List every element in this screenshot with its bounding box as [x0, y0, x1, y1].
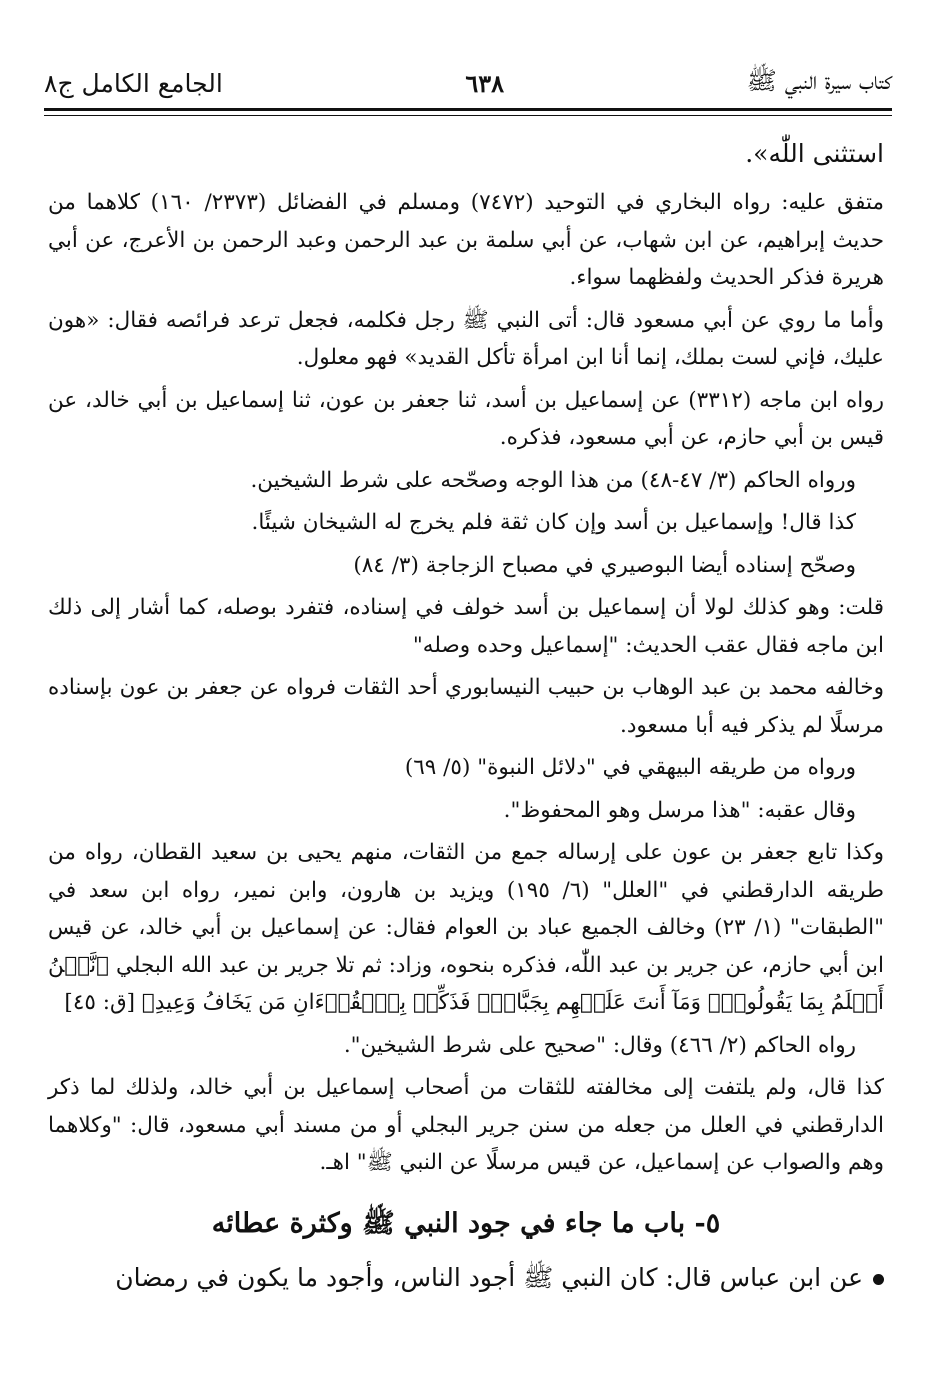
paragraph-kadha-qal: كذا قال! وإسماعيل بن أسد وإن كان ثقة فلم يخرج له الشيخان شيئًا.: [251, 510, 856, 535]
paragraph-daraqutni: كذا قال، ولم يلتفت إلى مخالفته للثقات من أصحاب إسماعيل بن أبي خالد، ولذلك لما ذكر الدارقطني في العلل من جعله من سنن جرير البجلي أو من مسند أبي مسعود، قال: "وكلاهما وهم والصواب عن إسماعيل، عن قيس مرسلًا عن النبي ﷺ" اهـ.: [48, 1075, 884, 1175]
paragraph-qala-aqibahu: وقال عقبه: "هذا مرسل وهو المحفوظ".: [503, 797, 856, 823]
header-book-title: كتاب سيرة النبي ﷺ: [746, 65, 892, 95]
page-body: [48, 128, 884, 1356]
paragraph-bayhaqi: ورواه من طريقه البيهقي في "دلائل النبوة" (٥/ ٦٩): [404, 755, 856, 780]
paragraph-khalafahu: وخالفه محمد بن عبد الوهاب بن حبيب النيسابوري أحد الثقات فرواه عن جعفر بن عون بإسناده مرسلًا لم يذكر فيه أبا مسعود.: [48, 675, 884, 738]
paragraph-qultu: قلت: وهو كذلك لولا أن إسماعيل بن أسد خولف في إسناده، فتفرد بوصله، كما أشار إلى ذلك ابن ماجه فقال عقب الحديث: "إسماعيل وحده وصله": [48, 595, 884, 658]
paragraph-hakim-2: رواه الحاكم (٢/ ٤٦٦) وقال: "صحيح على شرط الشيخين".: [343, 1032, 856, 1058]
paragraph-hakim: ورواه الحاكم (٣/ ٤٧-٤٨) من هذا الوجه وصحّحه على شرط الشيخين.: [250, 467, 856, 493]
header-volume-title: الجامع الكامل ج٨: [44, 68, 223, 98]
paragraph-opening: استثنى اللّٰه».: [745, 139, 884, 168]
running-header: [44, 58, 892, 108]
chapter-heading: ٥- باب ما جاء في جود النبي ﷺ وكثرة عطائه: [211, 1207, 721, 1239]
bullet-paragraph: [48, 1258, 884, 1298]
header-rule-thin: [44, 115, 892, 116]
paragraph-muttafaq-alayh: متفق عليه: رواه البخاري في التوحيد (٧٤٧٢) ومسلم في الفضائل (٢٣٧٣/ ١٦٠) كلاهما من حديث إبراهيم، عن ابن شهاب، عن أبي سلمة بن عبد الرحمن وعبد الرحمن بن الأعرج، عن أبي هريرة فذكر الحديث ولفظهما سواء.: [48, 190, 884, 290]
header-rule-thick: [44, 108, 892, 111]
page-number: ٦٣٨: [465, 68, 505, 98]
bullet-paragraph-text: عن ابن عباس قال: كان النبي ﷺ أجود الناس، وأجود ما يكون في رمضان: [115, 1262, 863, 1292]
paragraph-taba-jafar: وكذا تابع جعفر بن عون على إرساله جمع من الثقات، منهم يحيى بن سعيد القطان، رواه من طريقه الدارقطني في "العلل" (٦/ ١٩٥) ويزيد بن هارون، وابن نمير، رواه ابن سعد في "الطبقات" (١/ ٢٣) وخالف الجميع عباد بن العوام فقال: عن إسماعيل بن أبي خالد، عن قيس ابن أبي حازم، عن جرير بن عبد اللّٰه، فذكره بنحوه، وزاد: ثم تلا جرير بن عبد الله البجلي ﴿نَّحۡنُ أَعۡلَمُ بِمَا يَقُولُونَۖ وَمَآ أَنتَ عَلَيۡهِم بِجَبَّارٖۖ فَذَكِّرۡ بِٱلۡقُرۡءَانِ مَن يَخَافُ وَعِيدِ﴾ [ق: ٤٥]: [48, 840, 885, 1015]
paragraph-ibn-majah: رواه ابن ماجه (٣٣١٢) عن إسماعيل بن أسد، ثنا جعفر بن عون، ثنا إسماعيل بن أبي خالد، عن قيس بن أبي حازم، عن أبي مسعود، فذكره.: [48, 387, 884, 450]
paragraph-abu-masud: وأما ما روي عن أبي مسعود قال: أتى النبي ﷺ رجل فكلمه، فجعل ترعد فرائصه فقال: «هون عليك، فإني لست بملك، إنما أنا ابن امرأة تأكل القديد» فهو معلول.: [48, 307, 884, 370]
bullet-icon: [873, 1274, 884, 1285]
paragraph-busiri: وصحّح إسناده أيضا البوصيري في مصباح الزجاجة (٣/ ٨٤): [353, 552, 856, 578]
